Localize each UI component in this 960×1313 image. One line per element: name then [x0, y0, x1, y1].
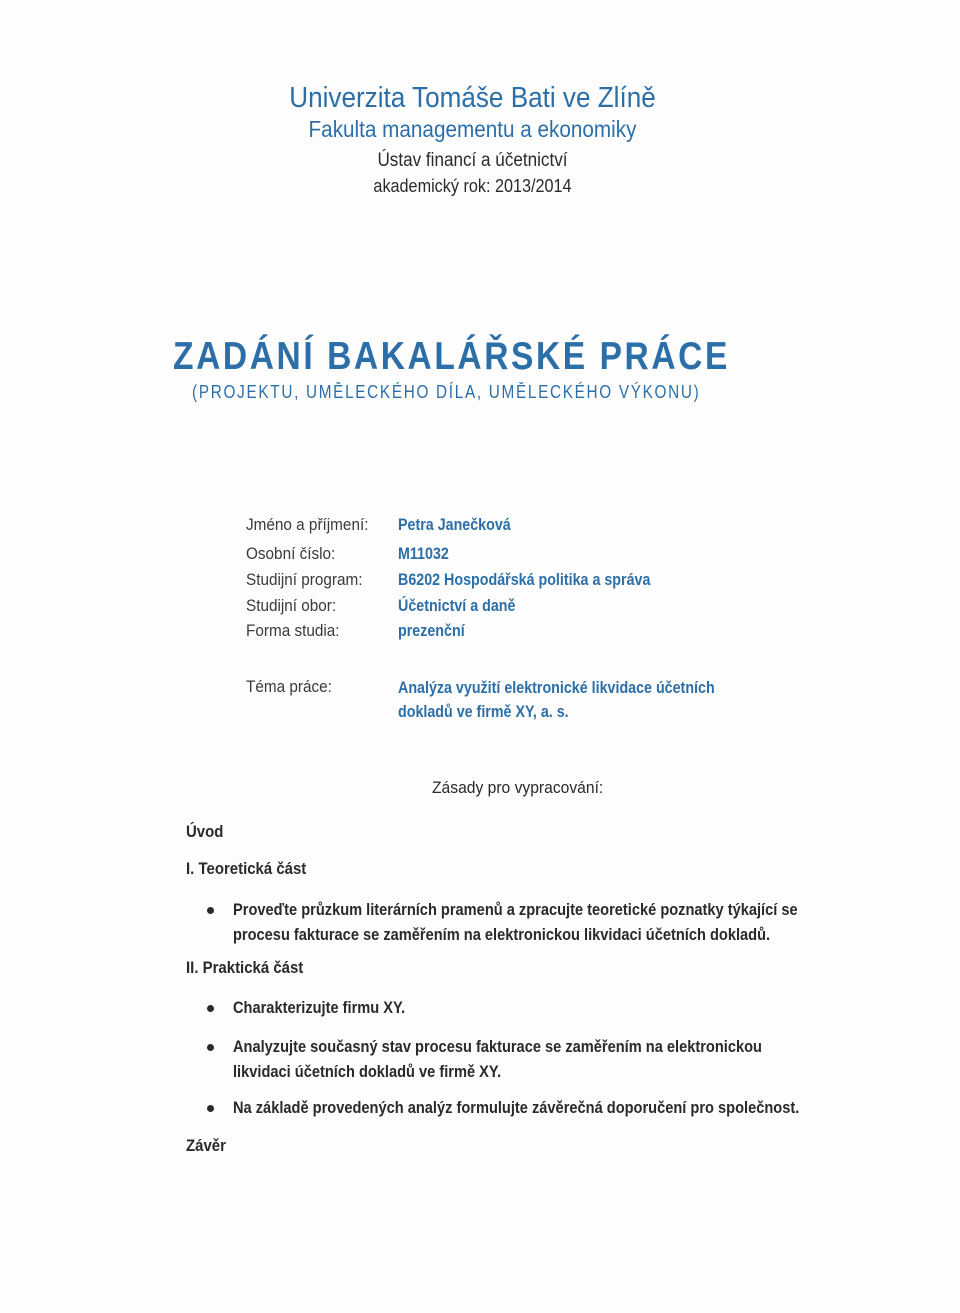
faculty-name: Fakulta managementu a ekonomiky: [308, 116, 637, 142]
document-subtitle: (PROJEKTU, UMĚLECKÉHO DÍLA, UMĚLECKÉHO VÝKONU): [192, 382, 701, 402]
list-item-line: Proveďte průzkum literárních pramenů a zpracujte teoretické poznatky týkající se: [233, 900, 798, 919]
section-conclusion: Závěr: [186, 1136, 226, 1155]
info-value: Petra Janečková: [398, 515, 511, 534]
list-item-text: [233, 897, 798, 947]
info-label: Studijní program:: [246, 570, 363, 589]
bullet-icon: [207, 1005, 214, 1012]
topic-line-1: Analýza využití elektronické likvidace účetních: [398, 678, 715, 697]
list-item-text: [233, 995, 405, 1020]
document-title: ZADÁNÍ BAKALÁŘSKÉ PRÁCE: [173, 335, 730, 378]
list-item-line: Charakterizujte firmu XY.: [233, 998, 406, 1017]
list-item-text: [233, 1034, 762, 1084]
list-item-text: [233, 1095, 799, 1120]
info-row-personal-number: [246, 544, 846, 570]
academic-year: akademický rok: 2013/2014: [373, 176, 572, 196]
section-practical: II. Praktická část: [186, 958, 304, 977]
list-item-line: Analyzujte současný stav procesu fakturace se zaměřením na elektronickou: [233, 1037, 762, 1056]
section-theory: I. Teoretická část: [186, 859, 307, 878]
info-value: prezenční: [398, 621, 465, 640]
list-item-line: procesu fakturace se zaměřením na elektronickou likvidaci účetních dokladů.: [233, 925, 771, 944]
info-value: B6202 Hospodářská politika a správa: [398, 570, 651, 589]
section-intro: Úvod: [186, 822, 224, 841]
info-row-name: [246, 515, 846, 541]
bullet-icon: [207, 1105, 214, 1112]
topic-label: Téma práce:: [246, 677, 332, 696]
info-label: Forma studia:: [246, 621, 340, 640]
topic-line-2: dokladů ve firmě XY, a. s.: [398, 702, 569, 721]
university-name: Univerzita Tomáše Bati ve Zlíně: [289, 82, 656, 114]
info-value: M11032: [398, 544, 449, 563]
info-label: Studijní obor:: [246, 596, 337, 615]
info-label: Osobní číslo:: [246, 544, 336, 563]
list-item-line: likvidaci účetních dokladů ve firmě XY.: [233, 1062, 502, 1081]
info-row-study-program: [246, 570, 846, 596]
principles-heading: Zásady pro vypracování:: [432, 778, 604, 797]
info-row-study-field: [246, 596, 846, 622]
bullet-icon: [207, 1044, 214, 1051]
topic-value: [398, 676, 835, 724]
bullet-icon: [207, 907, 214, 914]
institute-name: Ústav financí a účetnictví: [377, 150, 568, 171]
info-value: Účetnictví a daně: [398, 596, 516, 615]
list-item-line: Na základě provedených analýz formulujte závěrečná doporučení pro společnost.: [233, 1098, 800, 1117]
info-row-study-form: [246, 621, 846, 647]
info-label: Jméno a příjmení:: [246, 515, 369, 534]
